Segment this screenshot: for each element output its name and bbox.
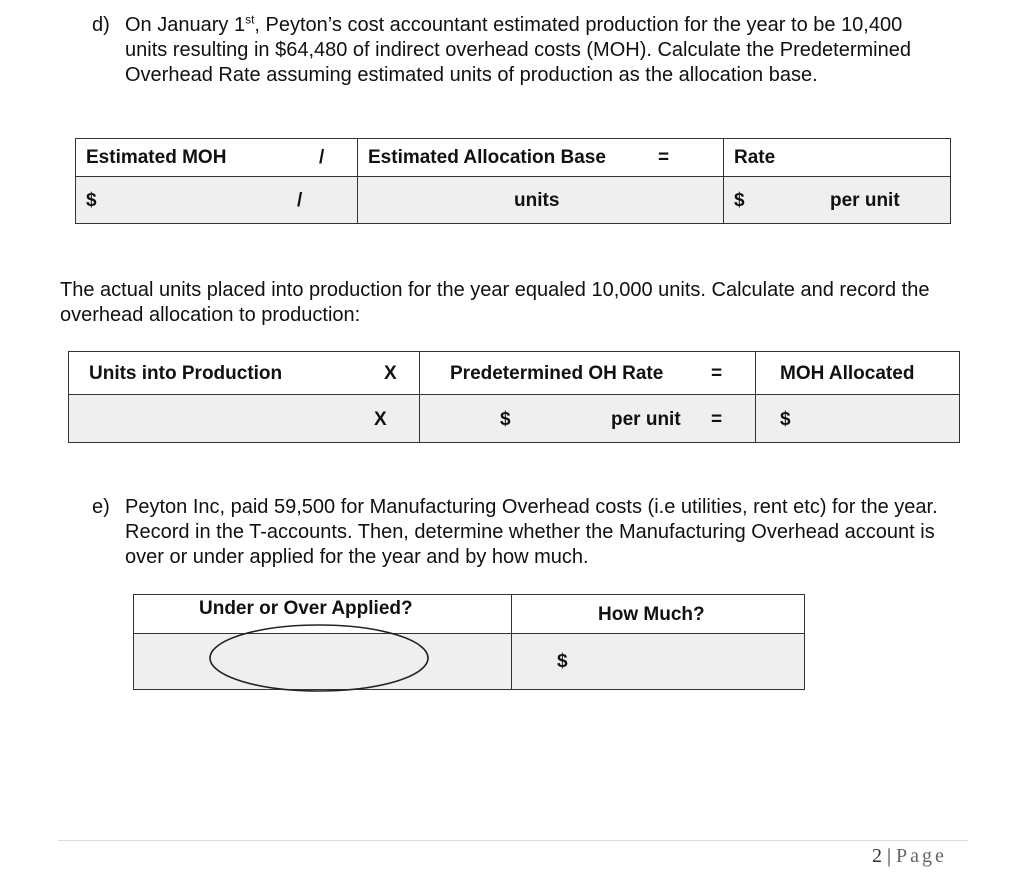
predetermined-rate-header <box>420 352 756 395</box>
footer-divider <box>58 840 968 841</box>
allocation-table-answer-row <box>69 395 960 443</box>
dollar-sign: $ <box>500 409 511 430</box>
over-under-answer-row <box>134 634 805 690</box>
part-e-letter: e) <box>92 496 110 518</box>
allocation-table <box>68 351 960 443</box>
rate-label: Rate <box>734 147 776 168</box>
allocation-table-header-row <box>69 352 960 395</box>
per-unit-label: per unit <box>830 190 900 211</box>
part-d-text-end: , Peyton’s cost accountant estimated production for the year to be 10,400 units resulting in $64,480 of indirect overhead costs (MOH). Calculate the Predetermined Overhead Rate assuming estimated units of production as the allocation base. <box>125 14 911 86</box>
units-answer-cell[interactable] <box>69 395 420 443</box>
part-d-superscript: st <box>245 12 255 27</box>
units-into-production-label: Units into Production <box>89 363 283 384</box>
dollar-sign: $ <box>557 651 568 672</box>
page-number: 2 <box>872 845 882 867</box>
units-into-production-header <box>69 352 420 395</box>
equals-symbol: = <box>711 363 723 384</box>
applied-answer-cell[interactable] <box>134 634 512 690</box>
rate-table <box>75 138 951 224</box>
base-answer-cell[interactable] <box>358 177 724 224</box>
per-unit-label: per unit <box>611 409 681 430</box>
dollar-sign: $ <box>734 190 745 211</box>
over-under-table <box>133 594 805 690</box>
page-label: Page <box>896 845 947 867</box>
answer-ellipse <box>208 622 430 694</box>
part-d-letter: d) <box>92 14 110 36</box>
how-much-header <box>512 595 805 634</box>
how-much-label: How Much? <box>598 604 705 625</box>
moh-answer-cell[interactable] <box>76 177 358 224</box>
part-d-text-start: On January 1 <box>125 14 246 36</box>
moh-allocated-header <box>756 352 960 395</box>
part-d-question <box>125 13 925 88</box>
allocation-base-label: Estimated Allocation Base <box>368 147 606 168</box>
rate-table-answer-row <box>76 177 951 224</box>
rate-answer-cell[interactable] <box>420 395 756 443</box>
divide-symbol: / <box>297 190 303 211</box>
allocated-answer-cell[interactable] <box>756 395 960 443</box>
dollar-sign: $ <box>86 190 97 211</box>
amount-answer-cell[interactable] <box>512 634 805 690</box>
actual-units-instructions: The actual units placed into production for the year equaled 10,000 units. Calculate and record the overhead allocation to production: <box>60 279 930 326</box>
part-e-question: Peyton Inc, paid 59,500 for Manufacturing Overhead costs (i.e utilities, rent etc) for the year. Record in the T-accounts. Then, determine whether the Manufacturing Overhead account is over or under applied for the year and by how much. <box>125 496 938 568</box>
moh-allocated-label: MOH Allocated <box>780 363 915 384</box>
units-label: units <box>514 190 560 211</box>
multiply-symbol: X <box>374 409 387 430</box>
equals-symbol: = <box>711 409 723 430</box>
predetermined-rate-label: Predetermined OH Rate <box>450 363 664 384</box>
rate-table-header-row <box>76 139 951 177</box>
under-over-applied-label: Under or Over Applied? <box>199 598 413 619</box>
estimated-moh-header <box>76 139 358 177</box>
allocation-base-header <box>358 139 724 177</box>
multiply-symbol: X <box>384 363 397 384</box>
estimated-moh-label: Estimated MOH <box>86 147 227 168</box>
equals-symbol: = <box>658 147 670 168</box>
rate-answer-cell[interactable] <box>724 177 951 224</box>
page-separator: | <box>887 845 892 867</box>
dollar-sign: $ <box>780 409 791 430</box>
page-footer <box>872 845 947 868</box>
rate-header <box>724 139 951 177</box>
divide-symbol: / <box>319 147 325 168</box>
